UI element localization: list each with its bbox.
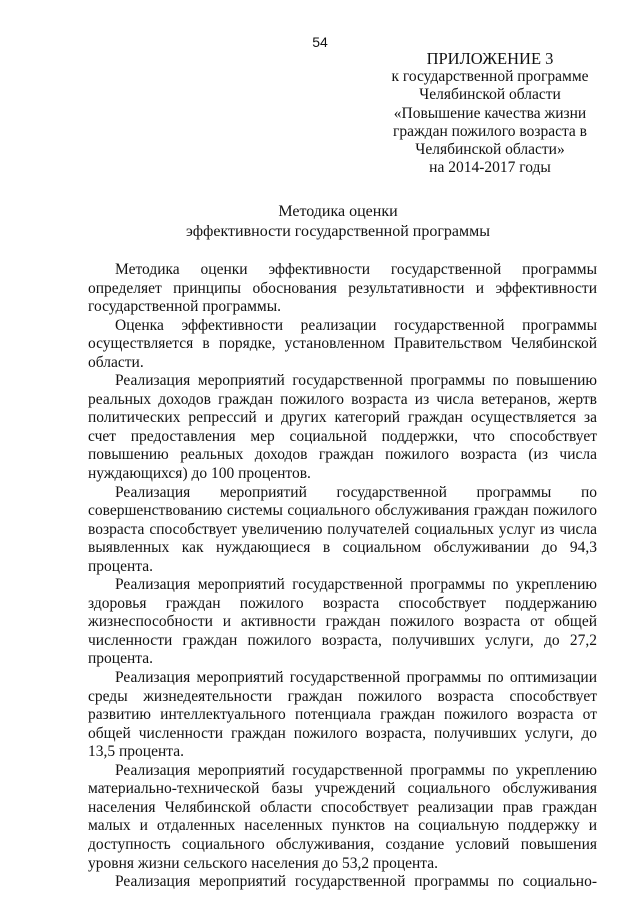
appendix-line: Челябинской области bbox=[419, 86, 561, 104]
paragraph: Реализация мероприятий государственной программы по укреплению материально-технической базы учреждений социального обслуживания населения Челябинской области способствует реализации прав граждан малых и отдаленных населенных пунктов на социальную поддержку и доступность социального обслуживания, создание условий повышения уровня жизни сельского населения до 53,2 процента. bbox=[88, 761, 597, 872]
appendix-line: на 2014-2017 годы bbox=[429, 159, 551, 177]
paragraph: Методика оценки эффективности государственной программы определяет принципы обоснования результативности и эффективности государственной программы. bbox=[88, 261, 597, 316]
paragraph: Реализация мероприятий государственной программы по совершенствованию системы социального обслуживания граждан пожилого возраста способствует увеличению получателей социальных услуг из числа выявленных как нуждающиеся в социальном обслуживании до 94,3 процента. bbox=[88, 483, 597, 575]
page-number: 54 bbox=[312, 34, 328, 50]
appendix-line: граждан пожилого возраста в bbox=[392, 122, 587, 140]
appendix-line: Челябинской области» bbox=[415, 141, 565, 159]
document-title bbox=[88, 202, 588, 241]
appendix-line: к государственной программе bbox=[391, 68, 589, 86]
appendix-line: «Повышение качества жизни bbox=[393, 104, 587, 122]
paragraph: Реализация мероприятий государственной программы по повышению реальных доходов граждан пожилого возраста из числа ветеранов, жертв политических репрессий и других категорий граждан осуществляется за счет предоставления мер социальной поддержки, что способствует повышению реальных доходов граждан пожилого возраста (из числа нуждающихся) до 100 процентов. bbox=[88, 372, 597, 483]
body-text bbox=[88, 261, 597, 892]
appendix-heading: ПРИЛОЖЕНИЕ 3 bbox=[426, 49, 554, 68]
appendix-block bbox=[375, 50, 605, 177]
paragraph-continued: Реализация мероприятий государственной программы по социально- bbox=[115, 873, 597, 891]
document-title-line: Методика оценки bbox=[278, 203, 398, 220]
paragraph: Реализация мероприятий государственной программы по укреплению здоровья граждан пожилого возраста способствует поддержанию жизнеспособности и активности граждан пожилого возраста от общей численности граждан пожилого возраста, получивших услуги, до 27,2 процента. bbox=[88, 576, 597, 668]
paragraph: Оценка эффективности реализации государственной программы осуществляется в порядке, установленном Правительством Челябинской области. bbox=[88, 316, 597, 371]
document-title-line: эффективности государственной программы bbox=[185, 222, 491, 240]
paragraph: Реализация мероприятий государственной программы по оптимизации среды жизнедеятельности граждан пожилого возраста способствует развитию интеллектуального потенциала граждан пожилого возраста от общей численности граждан пожилого возраста, получивших услуги, до 13,5 процента. bbox=[88, 669, 597, 761]
